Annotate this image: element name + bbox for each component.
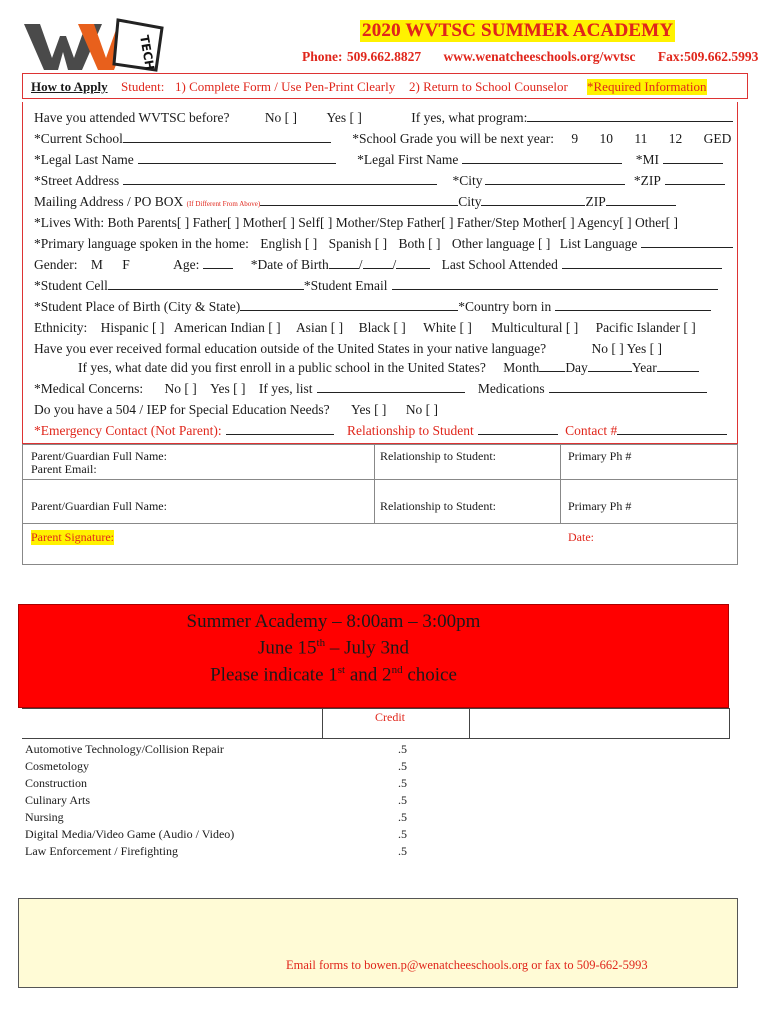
ethnicity-row: [34, 320, 696, 336]
email-link[interactable]: bowen.p@wenatcheeschools.org: [364, 958, 529, 972]
grade-ged[interactable]: GED: [703, 131, 732, 146]
last-school-field[interactable]: [562, 258, 722, 269]
attended-no-checkbox[interactable]: No [ ]: [264, 110, 298, 125]
email-field[interactable]: [392, 279, 718, 290]
medical-row: [34, 381, 707, 397]
course-credit: .5: [398, 844, 407, 858]
gender-m[interactable]: M: [90, 257, 103, 272]
course-name[interactable]: Construction: [25, 776, 87, 790]
mailing-zip-label: ZIP: [585, 194, 606, 209]
attended-yes-checkbox[interactable]: Yes [ ]: [326, 110, 362, 125]
guardian-phone-1[interactable]: Primary Ph #: [568, 449, 632, 463]
iep-question: Do you have a 504 / IEP for Special Education Needs?: [34, 402, 330, 417]
emergency-field[interactable]: [226, 424, 334, 435]
last-school-label: Last School Attended: [441, 257, 558, 272]
course-name[interactable]: Cosmetology: [25, 759, 90, 773]
language-row: [34, 236, 733, 252]
iep-no-checkbox[interactable]: No [ ]: [405, 402, 439, 417]
eth-pacific-islander-checkbox[interactable]: Pacific Islander [ ]: [595, 320, 696, 335]
age-label: Age:: [173, 257, 200, 272]
eth-white-checkbox[interactable]: White [ ]: [423, 320, 472, 335]
course-credit: .5: [398, 827, 407, 841]
last-name-label: *Legal Last Name: [34, 152, 134, 167]
attended-row: [34, 110, 733, 126]
gender-label: Gender:: [34, 257, 78, 272]
course-credit: .5: [398, 776, 407, 790]
outside-us-row: [34, 341, 662, 357]
month-label: Month: [503, 360, 540, 375]
lang-english-checkbox[interactable]: English [ ]: [260, 236, 318, 251]
current-school-field[interactable]: [123, 132, 331, 143]
gender-row: Gender: M F Age: *Date of Birth / / Last School Attended: [34, 257, 722, 273]
country-label: *Country born in: [458, 299, 552, 314]
how-to-apply-label: How to Apply: [31, 79, 108, 94]
birthplace-row: [34, 299, 711, 315]
lang-both-checkbox[interactable]: Both [ ]: [398, 236, 441, 251]
medications-field[interactable]: [549, 382, 707, 393]
emergency-label: *Emergency Contact (Not Parent):: [34, 423, 222, 438]
year-label: Year: [631, 360, 657, 375]
enroll-row: [78, 360, 699, 376]
signature-date[interactable]: Date:: [568, 530, 594, 544]
parent-signature[interactable]: Parent Signature:: [31, 530, 114, 544]
city-field[interactable]: [485, 174, 625, 185]
course-credit: .5: [398, 759, 407, 773]
zip-label: *ZIP: [633, 173, 661, 188]
day-label: Day: [565, 360, 588, 375]
medical-label: *Medical Concerns:: [34, 381, 144, 396]
age-field[interactable]: [203, 258, 233, 269]
dob-label: *Date of Birth: [250, 257, 329, 272]
grade-10[interactable]: 10: [599, 131, 613, 146]
eth-black-checkbox[interactable]: Black [ ]: [358, 320, 406, 335]
wvtech-logo: [22, 16, 164, 72]
grade-9[interactable]: 9: [571, 131, 579, 146]
dob-day-field[interactable]: [363, 258, 393, 269]
guardian-relationship-2[interactable]: Relationship to Student:: [380, 499, 496, 513]
guardian-phone-2[interactable]: Primary Ph #: [568, 499, 632, 513]
list-language-field[interactable]: [641, 237, 733, 248]
course-credit: .5: [398, 810, 407, 824]
year-field[interactable]: [657, 361, 699, 372]
step-two: 2) Return to School Counselor: [409, 79, 568, 94]
guardian-email-1[interactable]: Parent Email:: [31, 462, 97, 476]
grade-12[interactable]: 12: [668, 131, 683, 146]
email-instructions: [286, 958, 648, 973]
required-info-note: *Required Information: [587, 79, 707, 94]
cell-row: [34, 278, 718, 294]
outside-us-question: Have you ever received formal education outside of the United States in your native language?: [34, 341, 547, 356]
guardian-name-2[interactable]: Parent/Guardian Full Name:: [31, 499, 167, 513]
if-yes-list-label: If yes, list: [258, 381, 313, 396]
step-one: 1) Complete Form / Use Pen-Print Clearly: [175, 79, 396, 94]
course-credit: .5: [398, 793, 407, 807]
grade-label: *School Grade you will be next year:: [352, 131, 554, 146]
mailing-label: Mailing Address / PO BOX: [34, 194, 184, 209]
contact-number-label: Contact #: [565, 423, 618, 438]
school-row: [34, 131, 731, 147]
course-name[interactable]: Digital Media/Video Game (Audio / Video): [25, 827, 235, 841]
first-name-label: *Legal First Name: [357, 152, 459, 167]
eth-multicultural-checkbox[interactable]: Multicultural [ ]: [491, 320, 579, 335]
medical-list-field[interactable]: [317, 382, 465, 393]
list-language-label: List Language: [559, 236, 638, 251]
banner-line-3: Please indicate 1st and 2nd choice: [210, 664, 457, 686]
course-name[interactable]: Nursing: [25, 810, 64, 824]
page-title: 2020 WVTSC SUMMER ACADEMY: [362, 20, 674, 41]
attended-question: Have you attended WVTSC before?: [34, 110, 230, 125]
lives-with-row[interactable]: *Lives With: Both Parents[ ] Father[ ] Mother[ ] Self[ ] Mother/Step Father[ ] Father/Step Mother[ ] Agency[ ] Other[ ]: [34, 215, 679, 230]
eth-american-indian-checkbox[interactable]: American Indian [ ]: [173, 320, 281, 335]
medical-no-checkbox[interactable]: No [ ]: [164, 381, 197, 396]
fax-number: 509-662-5993: [576, 958, 648, 972]
birthplace-field[interactable]: [240, 300, 458, 311]
emergency-row: [34, 423, 727, 439]
medications-label: Medications: [477, 381, 545, 396]
street-row: [34, 173, 725, 189]
email-instructions-box: [18, 898, 738, 988]
how-to-apply-bar: [22, 73, 748, 99]
language-question: *Primary language spoken in the home:: [34, 236, 249, 251]
email-prefix: Email forms to: [286, 958, 365, 972]
mailing-row: [34, 194, 676, 210]
street-field[interactable]: [123, 174, 437, 185]
country-field[interactable]: [555, 300, 711, 311]
eth-hispanic-checkbox[interactable]: Hispanic [ ]: [100, 320, 165, 335]
emergency-relationship-label: Relationship to Student: [346, 423, 474, 438]
svg-text:TECH: TECH: [137, 34, 157, 72]
day-field[interactable]: [588, 361, 632, 372]
outside-us-checkbox[interactable]: No [ ] Yes [ ]: [591, 341, 662, 356]
program-label: If yes, what program:: [411, 110, 528, 125]
iep-yes-checkbox[interactable]: Yes [ ]: [351, 402, 387, 417]
course-name[interactable]: Automotive Technology/Collision Repair: [25, 742, 224, 756]
summer-academy-banner: [18, 604, 729, 708]
course-name[interactable]: Culinary Arts: [25, 793, 90, 807]
phone-text: Phone: 509.662.8827: [302, 49, 422, 64]
mailing-field[interactable]: [260, 195, 458, 206]
mailing-city-field[interactable]: [481, 195, 585, 206]
zip-field[interactable]: [665, 174, 725, 185]
medical-yes-checkbox[interactable]: Yes [ ]: [210, 381, 246, 396]
mailing-city-label: City: [458, 194, 482, 209]
name-row: [34, 152, 723, 168]
contact-line: [302, 49, 758, 65]
eth-asian-checkbox[interactable]: Asian [ ]: [295, 320, 344, 335]
mi-label: *MI: [635, 152, 659, 167]
dob-year-field[interactable]: [396, 258, 430, 269]
mailing-note: (If Different From Above): [186, 200, 261, 208]
guardian-table: [22, 444, 738, 565]
last-name-field[interactable]: [138, 153, 336, 164]
enroll-question: If yes, what date did you first enroll in a public school in the United States?: [78, 360, 486, 375]
grade-11[interactable]: 11: [634, 131, 648, 146]
course-credit: .5: [398, 742, 407, 756]
city-label: *City: [452, 173, 483, 188]
mailing-zip-field[interactable]: [606, 195, 676, 206]
contact-number-field[interactable]: [617, 424, 727, 435]
course-name[interactable]: Law Enforcement / Firefighting: [25, 844, 178, 858]
guardian-name-1[interactable]: Parent/Guardian Full Name:: [31, 449, 167, 463]
email-middle: or fax to: [528, 958, 577, 972]
month-field[interactable]: [539, 361, 565, 372]
website-link[interactable]: www.wenatcheeschools.org/wvtsc: [443, 49, 636, 64]
current-school-label: *Current School: [34, 131, 123, 146]
fax-text: Fax:509.662.5993: [657, 49, 759, 64]
banner-line-2: June 15th – July 3nd: [257, 637, 410, 659]
street-label: *Street Address: [34, 173, 120, 188]
cell-field[interactable]: [108, 279, 304, 290]
first-name-field[interactable]: [462, 153, 622, 164]
banner-line-1: Summer Academy – 8:00am – 3:00pm: [186, 611, 481, 632]
mi-field[interactable]: [663, 153, 723, 164]
gender-f[interactable]: F: [122, 257, 130, 272]
iep-row: [34, 402, 438, 418]
emergency-relationship-field[interactable]: [478, 424, 558, 435]
credit-header: Credit: [375, 710, 405, 724]
birthplace-label: *Student Place of Birth (City & State): [34, 299, 241, 314]
lang-other-checkbox[interactable]: Other language [ ]: [451, 236, 551, 251]
dob-month-field[interactable]: [329, 258, 359, 269]
program-field[interactable]: [527, 111, 733, 122]
cell-label: *Student Cell: [34, 278, 108, 293]
ethnicity-label: Ethnicity:: [34, 320, 88, 335]
student-label: Student:: [121, 79, 165, 94]
email-label: *Student Email: [303, 278, 388, 293]
guardian-relationship-1[interactable]: Relationship to Student:: [380, 449, 496, 463]
course-table: [22, 708, 730, 860]
lang-spanish-checkbox[interactable]: Spanish [ ]: [328, 236, 388, 251]
